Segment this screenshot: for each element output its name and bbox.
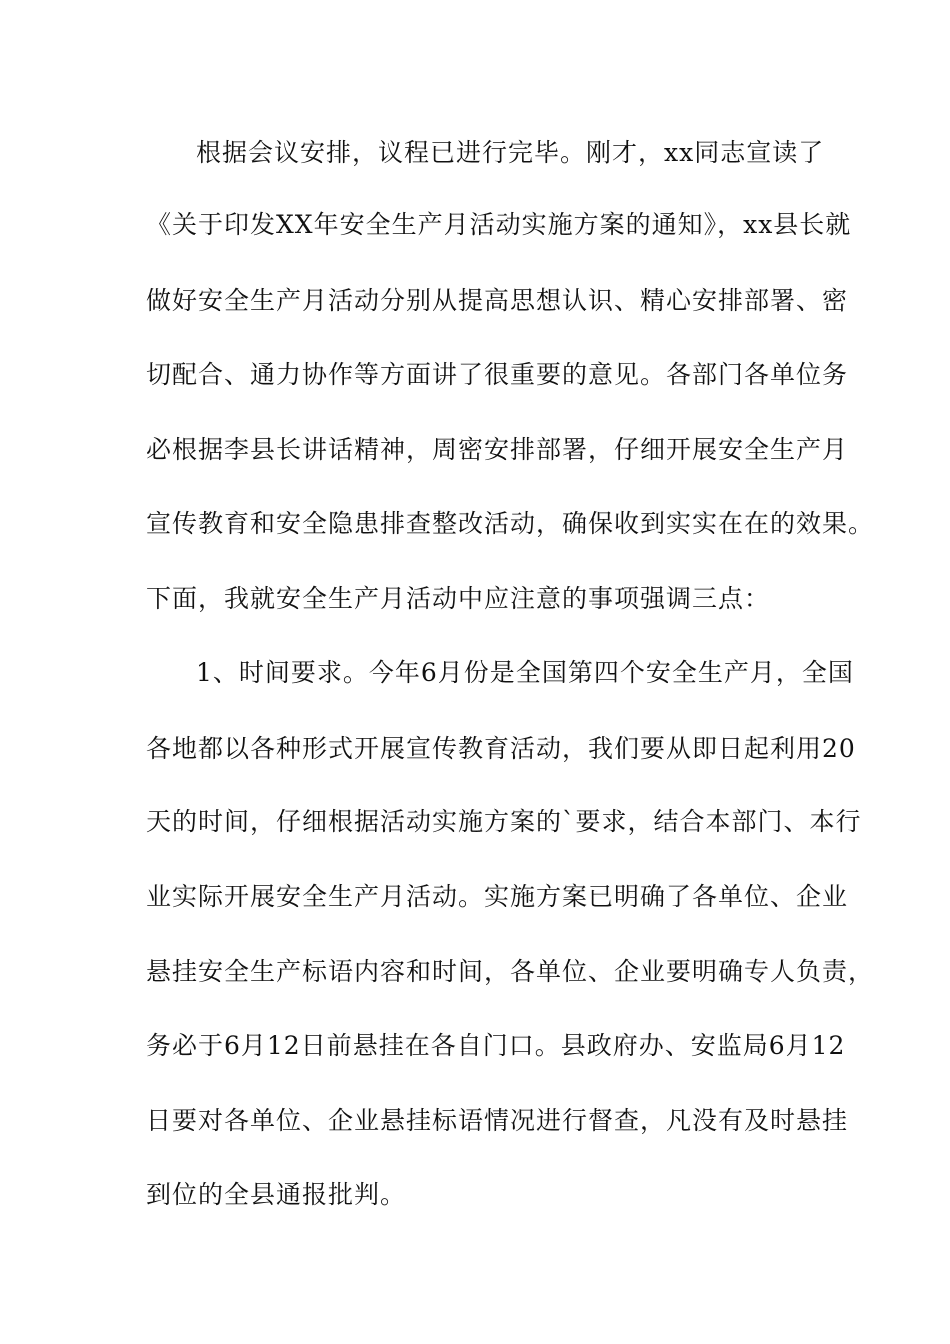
paragraph-line: 业实际开展安全生产月活动。实施方案已明确了各单位、企业 xyxy=(146,882,849,911)
paragraph-line: 到位的全县通报批判。 xyxy=(146,1180,407,1209)
paragraph-line: 必根据李县长讲话精神，周密安排部署，仔细开展安全生产月 xyxy=(146,435,849,464)
paragraph-line: 宣传教育和安全隐患排查整改活动，确保收到实实在在的效果。 xyxy=(146,509,875,538)
paragraph-line: 各地都以各种形式开展宣传教育活动，我们要从即日起利用20 xyxy=(146,734,856,763)
paragraph-line: 悬挂安全生产标语内容和时间，各单位、企业要明确专人负责， xyxy=(146,957,875,986)
paragraph-line: 《关于印发XX年安全生产月活动实施方案的通知》，xx县长就 xyxy=(146,210,852,239)
paragraph-line: 切配合、通力协作等方面讲了很重要的意见。各部门各单位务 xyxy=(146,360,849,389)
paragraph-line: 务必于6月12日前悬挂在各自门口。县政府办、安监局6月12 xyxy=(146,1031,846,1060)
paragraph-line: 做好安全生产月活动分别从提高思想认识、精心安排部署、密 xyxy=(146,286,849,315)
paragraph-line: 根据会议安排，议程已进行完毕。刚才，xx同志宣读了 xyxy=(196,138,825,167)
paragraph-line: 天的时间，仔细根据活动实施方案的`要求，结合本部门、本行 xyxy=(146,807,862,836)
paragraph-line: 1、时间要求。今年6月份是全国第四个安全生产月，全国 xyxy=(196,658,854,687)
paragraph-line: 日要对各单位、企业悬挂标语情况进行督查，凡没有及时悬挂 xyxy=(146,1106,849,1135)
paragraph-line: 下面，我就安全生产月活动中应注意的事项强调三点： xyxy=(146,584,771,613)
